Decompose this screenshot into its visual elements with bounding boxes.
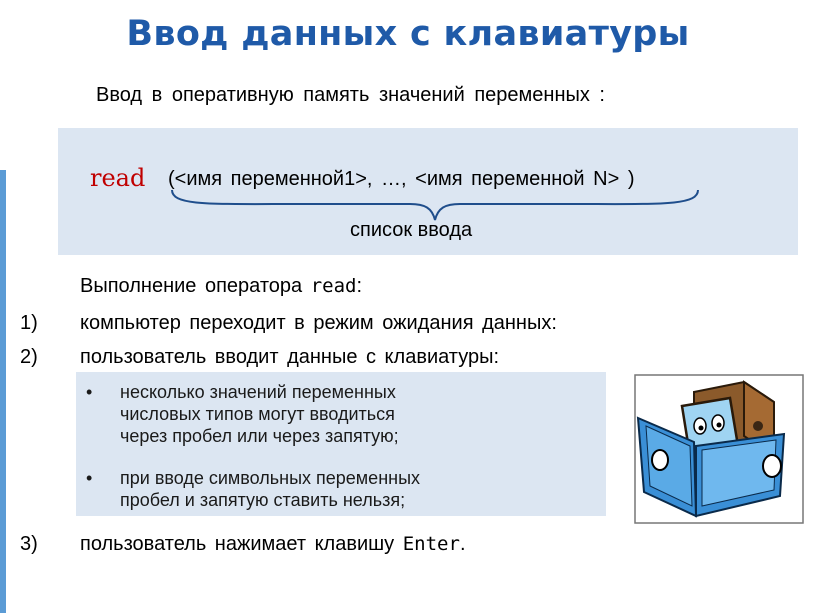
step-text: компьютер переходит в режим ожидания данных: (80, 312, 557, 334)
step-item (20, 312, 557, 335)
slide-subtitle: Ввод в оперативную память значений переменных : (96, 84, 605, 106)
read-keyword: read (90, 164, 146, 192)
step-number: 1) (20, 312, 38, 334)
step-number: 3) (20, 533, 38, 555)
steps-intro-text: Выполнение оператора (80, 275, 311, 297)
slide-title: Ввод данных с клавиатуры (126, 14, 690, 54)
bullet-mark: • (86, 382, 93, 402)
step-end: . (459, 533, 466, 555)
syntax-arguments: (<имя переменной1>, …, <имя переменной N> ) (168, 168, 635, 190)
steps-intro-end: : (356, 275, 363, 297)
bullet-line: через пробел или через запятую; (120, 426, 399, 446)
bullet-line: несколько значений переменных (120, 382, 396, 402)
curly-brace-icon (170, 188, 700, 222)
left-accent-bar (0, 170, 6, 613)
bullet-line: при вводе символьных переменных (120, 468, 421, 488)
step-text: пользователь нажимает клавишу (80, 533, 403, 555)
bullet-line: пробел и запятую ставить нельзя; (120, 490, 406, 510)
step-number: 2) (20, 346, 38, 368)
steps-intro-code: read (310, 275, 357, 297)
steps-intro (80, 275, 362, 298)
bullet-line: числовых типов могут вводиться (120, 404, 395, 424)
step-text: пользователь вводит данные с клавиатуры: (80, 346, 500, 368)
step-item (20, 533, 466, 556)
computer-reading-book-icon (634, 374, 804, 524)
bullet-mark: • (86, 468, 93, 488)
step-code: Enter (402, 533, 460, 555)
step-item (20, 346, 499, 369)
input-list-label: список ввода (350, 219, 473, 241)
